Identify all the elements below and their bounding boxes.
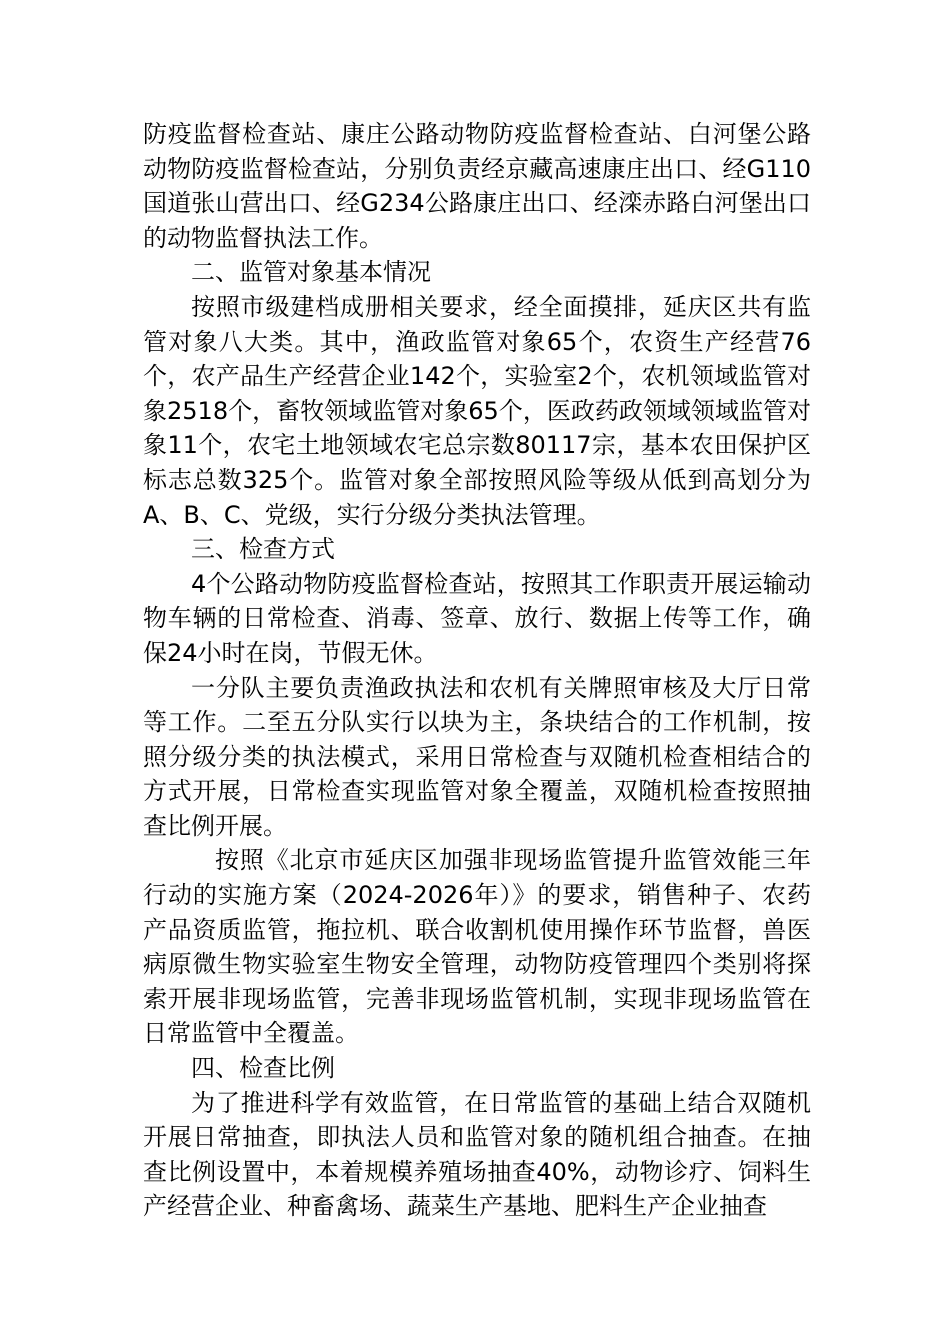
- paragraph-inspection-ratio: 为了推进科学有效监管，在日常监管的基础上结合双随机开展日常抽查，即执法人员和监管对象的随机组合抽查。在抽查比例设置中，本着规模养殖场抽查40%，动物诊疗、饲料生产经营企业、种畜禽场、蔬菜生产基地、肥料生产企业抽查: [143, 1088, 811, 1221]
- paragraph-checkpoints: 4个公路动物防疫监督检查站，按照其工作职责开展运输动物车辆的日常检查、消毒、签章、放行、数据上传等工作，确保24小时在岗，节假无休。: [143, 569, 811, 667]
- section-heading-inspection-ratio: 四、检查比例: [191, 1054, 335, 1083]
- paragraph-continuation: 防疫监督检查站、康庄公路动物防疫监督检查站、白河堡公路动物防疫监督检查站，分别负责经京藏高速康庄出口、经G110国道张山营出口、经G234公路康庄出口、经滦赤路白河堡出口的动物监督执法工作。: [143, 120, 811, 252]
- paragraph-squads: 一分队主要负责渔政执法和农机有关牌照审核及大厅日常等工作。二至五分队实行以块为主，条块结合的工作机制，按照分级分类的执法模式，采用日常检查与双随机检查相结合的方式开展，日常检查实现监管对象全覆盖，双随机检查按照抽查比例开展。: [143, 673, 811, 840]
- paragraph-supervision-objects: 按照市级建档成册相关要求，经全面摸排，延庆区共有监管对象八大类。其中，渔政监管对象65个，农资生产经营76个，农产品生产经营企业142个，实验室2个，农机领域监管对象2518个，畜牧领域监管对象65个，医政药政领域领域监管对象11个，农宅土地领域农宅总宗数80117宗，基本农田保护区标志总数325个。监管对象全部按照风险等级从低到高划分为A、B、C、党级，实行分级分类执法管理。: [143, 292, 811, 529]
- paragraph-offsite-supervision: 按照《北京市延庆区加强非现场监管提升监管效能三年行动的实施方案（2024-2026年）》的要求，销售种子、农药产品资质监管，拖拉机、联合收割机使用操作环节监督，兽医病原微生物实验室生物安全管理，动物防疫管理四个类别将探索开展非现场监管，完善非现场监管机制，实现非现场监管在日常监管中全覆盖。: [143, 846, 811, 1048]
- document-body: [143, 117, 811, 1224]
- section-heading-inspection-method: 三、检查方式: [191, 535, 335, 564]
- section-heading-supervision-objects: 二、监管对象基本情况: [191, 258, 431, 287]
